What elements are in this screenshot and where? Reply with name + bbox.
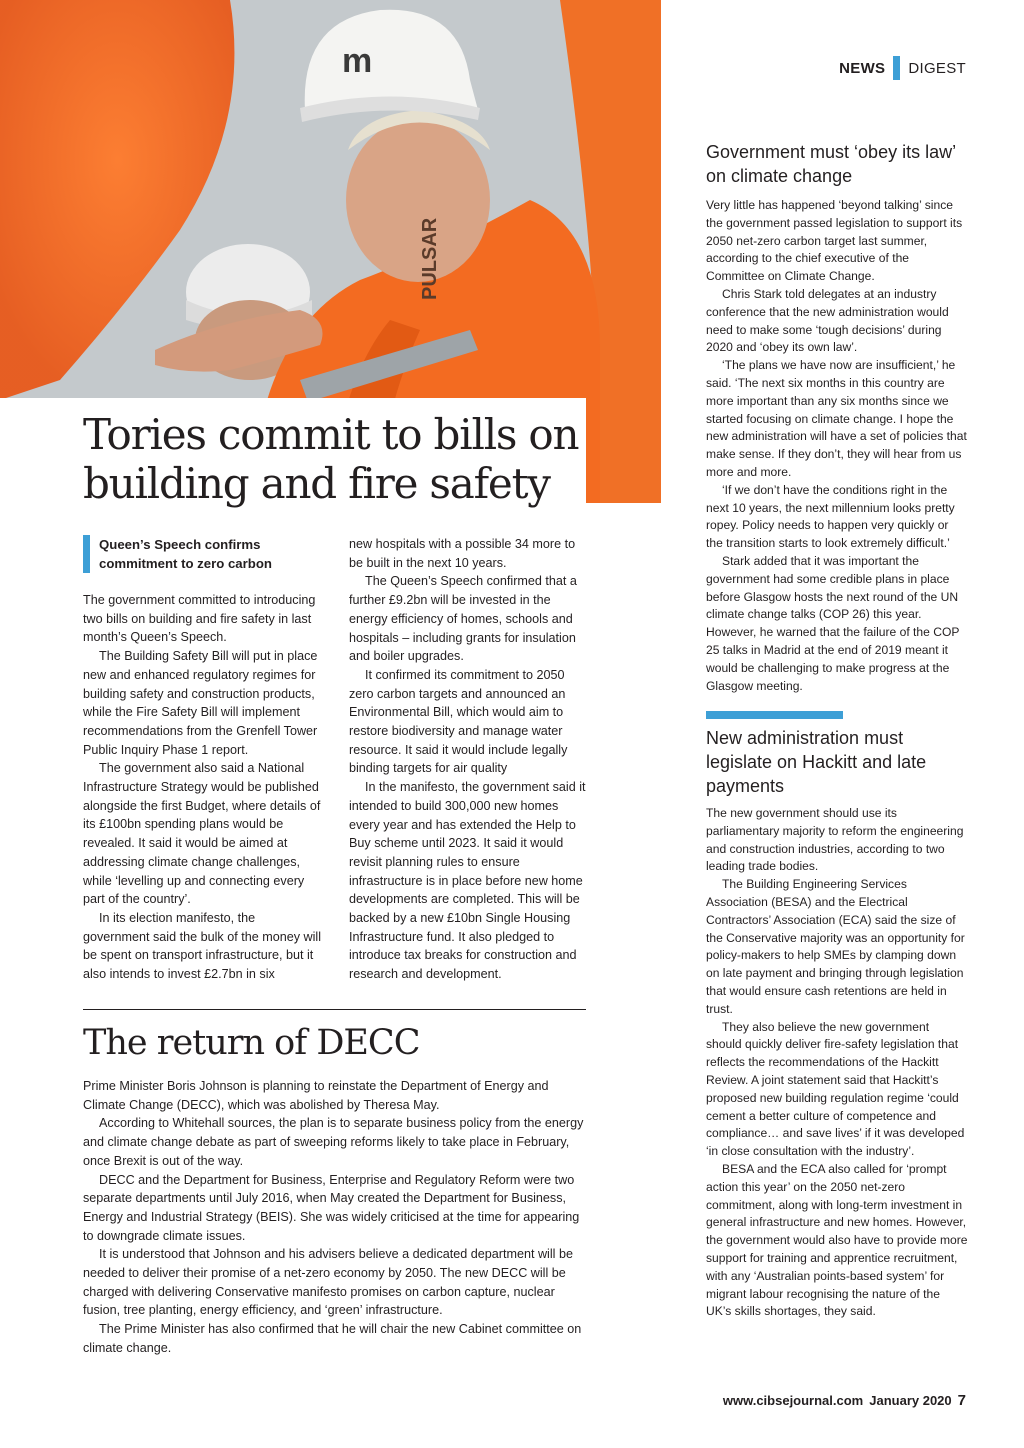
section-divider	[893, 56, 900, 80]
paragraph: They also believe the new government should quickly deliver fire-safety legislation that reflects the recommendations of the Hackitt Review. A joint statement said that Hackitt’s proposed new building regulation regime ‘could cement a better culture of competence and compliance… and save lives’ if it was developed ‘in close consultation with the industry’.	[706, 1019, 965, 1159]
paragraph: In the manifesto, the government said it intended to build 300,000 new homes every year and has extended the Help to Buy scheme until 2023. It said it would revisit planning rules to ensure infrastructure is in place before new home developments are completed. This will be backed by a new £10bn Single Housing Infrastructure fund. It also pledged to introduce tax breaks for construction and research and development.	[349, 780, 586, 982]
paragraph: It confirmed its commitment to 2050 zero carbon targets and announced an Environmental Bill, which would aim to restore biodiversity and manage water resource. It said it would include legally binding targets for air quality	[349, 667, 568, 776]
footer-date: January 2020	[869, 1393, 952, 1408]
main-headline: Tories commit to bills on building and fire safety	[83, 410, 579, 508]
paragraph: ‘The plans we have now are insufficient,’ he said. ‘The next six months in this country are more important than any six months since we started focusing on climate change. I hope the new administration will have a set of policies that make sense. If they don’t, they will hear from us more and more.	[706, 358, 967, 479]
paragraph: The Building Engineering Services Association (BESA) and the Electrical Contractors’ Association (ECA) said the size of the Conservative majority was an opportunity for policy-makers to help SMEs by clamping down on late payment and bringing through legislation that would ensure cash retentions are held in trust.	[706, 877, 965, 1016]
helmet-logo: m	[342, 42, 373, 80]
decc-article-body	[83, 1077, 586, 1358]
paragraph: The Queen’s Speech confirmed that a further £9.2bn will be invested in the energy efficiency of homes, schools and hospitals – including grants for insulation and boiler upgrades.	[349, 574, 577, 664]
section-news: NEWS	[839, 59, 886, 77]
paragraph: In its election manifesto, the government said the bulk of the money will be spent on transport infrastructure, but it also intends to invest £2.7bn in six	[83, 910, 322, 982]
footer-url: www.cibsejournal.com	[722, 1393, 864, 1408]
paragraph: The Building Safety Bill will put in place new and enhanced regulatory regimes for building safety and construction products, while the Fire Safety Bill will implement recommendations from the Grenfell Tower Public Inquiry Phase 1 report.	[83, 649, 318, 757]
paragraph: The Prime Minister has also confirmed that he will chair the new Cabinet committee on climate change.	[83, 1322, 582, 1355]
sidebar-2-headline: New administration must legislate on Hackitt and late payments	[706, 728, 927, 796]
paragraph: According to Whitehall sources, the plan is to separate business policy from the energy and climate change debate as part of sweeping reforms likely to take place in February, once Brexit is out of the way.	[83, 1116, 584, 1168]
paragraph: The government also said a National Infrastructure Strategy would be published alongside the first Budget, where details of its £100bn spending plans would be revealed. It said it would be aimed at addressing climate change challenges, while ‘levelling up and connecting every part of the country’.	[83, 761, 321, 907]
main-article-column-2	[349, 535, 589, 984]
sidebar-2-body	[706, 805, 968, 1321]
decc-headline: The return of DECC	[83, 1023, 420, 1063]
paragraph: new hospitals with a possible 34 more to be built in the next 10 years.	[349, 537, 576, 570]
main-article-column-1	[83, 591, 323, 984]
paragraph: It is understood that Johnson and his advisers believe a dedicated department will be needed to deliver their promise of a net-zero economy by 2050. The new DECC will be charged with delivering Conservative manifesto promises on carbon capture, nuclear fusion, tree planting, energy efficiency, and ‘green’ infrastructure.	[83, 1247, 573, 1318]
standfirst: Queen’s Speech confirms commitment to zero carbon	[83, 535, 329, 573]
paragraph: BESA and the ECA also called for ‘prompt action this year’ on the 2050 net-zero commitment, along with long-term investment in general infrastructure and new homes. However, the government would also have to provide more support for training and apprentice recruitment, with any ‘Australian points-based system’ for migrant labour recognising the nature of the UK’s skills shortages, they said.	[706, 1161, 968, 1319]
paragraph: The new government should use its parliamentary majority to reform the engineering and construction industries, according to two leading trade bodies.	[706, 806, 964, 874]
sidebar-1-headline: Government must ‘obey its law’ on climate change	[706, 142, 956, 186]
paragraph: DECC and the Department for Business, Enterprise and Regulatory Reform were two separate departments until July 2016, when May created the Department for Business, Energy and Industrial Strategy (BEIS). She was widely criticised at the time for appearing to downgrade climate issues.	[83, 1172, 580, 1243]
paragraph: Stark added that it was important the government had some credible plans in place before Glasgow hosts the next round of the UN climate change talks (COP 26) this year. However, he warned that the failure of the COP 25 talks in Madrid at the end of 2019 meant it would be challenging to make progress at the Glasgow meeting.	[706, 553, 960, 693]
paragraph: ‘If we don’t have the conditions right in the next 10 years, the next millennium looks pretty ropey. Policy needs to happen very quickly or the transition starts to look extremely difficult.’	[706, 482, 955, 551]
page-number: 7	[957, 1392, 966, 1409]
section-divider-rule	[83, 1009, 586, 1010]
sidebar-accent-rule	[706, 711, 843, 719]
section-tag	[839, 56, 966, 80]
paragraph: Prime Minister Boris Johnson is planning to reinstate the Department of Energy and Climate Change (DECC), which was abolished by Theresa May.	[83, 1079, 549, 1112]
paragraph: Chris Stark told delegates at an industry conference that the new administration would need to make some ‘tough decisions’ during 2020 and ‘obey its own law’.	[706, 286, 949, 355]
sidebar-1-body	[706, 197, 968, 695]
paragraph: The government committed to introducing two bills on building and fire safety in last month’s Queen’s Speech.	[83, 593, 316, 645]
page-footer	[723, 1392, 966, 1409]
section-digest: DIGEST	[908, 59, 966, 77]
paragraph: Very little has happened ‘beyond talking’ since the government passed legislation to support its 2050 net-zero carbon target last summer, according to the chief executive of the Committee on Climate Change.	[706, 198, 963, 284]
jacket-text: PULSAR	[419, 217, 441, 300]
